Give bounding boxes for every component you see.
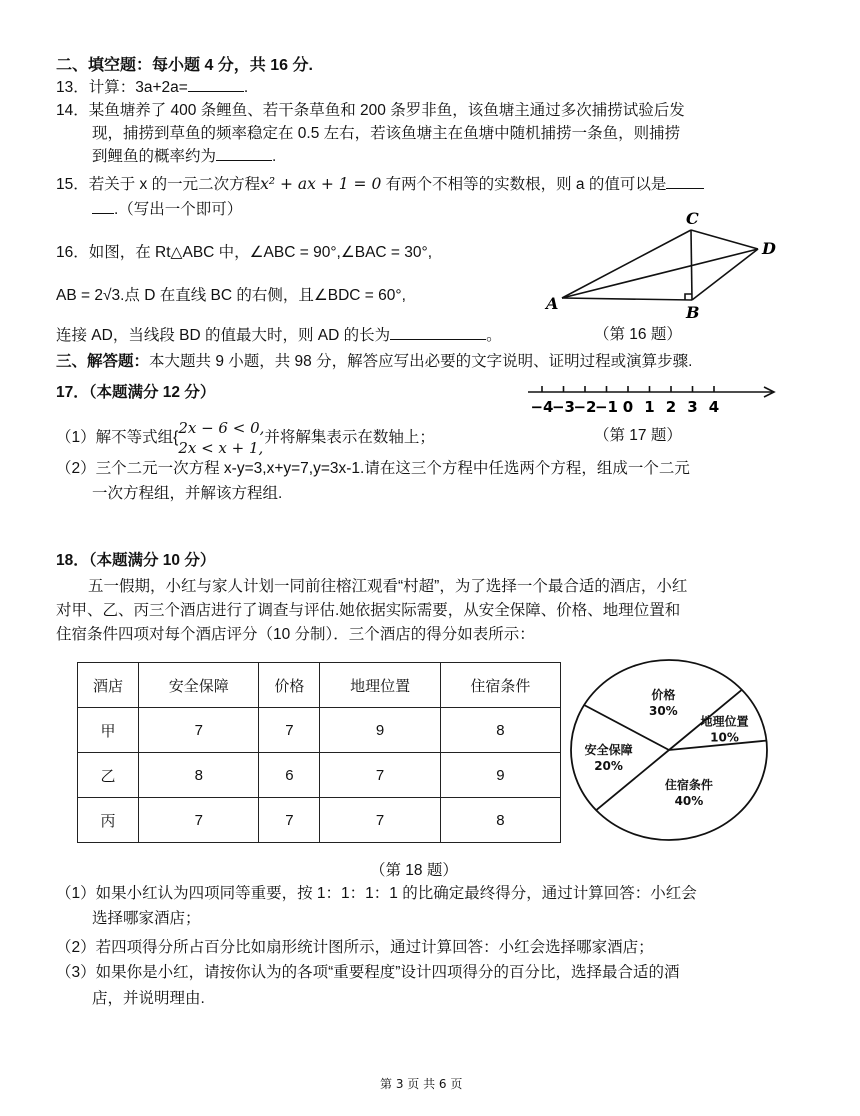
question-17-part2: （2）三个二元一次方程 x-y=3,x+y=7,y=3x-1.请在这三个方程中任选两个方程，组成一个二元: [56, 460, 690, 477]
table-cell: 9: [440, 753, 560, 798]
question-18-part1-line2: 选择哪家酒店；: [92, 910, 201, 927]
label-b: B: [686, 303, 700, 320]
number-line-label: −4: [530, 398, 554, 416]
pie-slice-percent: 40%: [674, 794, 704, 809]
question-18-para2: 对甲、乙、丙三个酒店进行了调查与评估.她依据实际需要，从安全保障、价格、地理位置和: [56, 602, 681, 619]
number-line-label: 1: [644, 398, 655, 416]
pie-slice-label: 安全保障: [584, 742, 633, 757]
answer-blank: [188, 75, 244, 92]
answer-blank: [92, 197, 114, 214]
table-row: [78, 753, 561, 798]
question-18-part3-line2: 店，并说明理由.: [92, 990, 205, 1007]
question-18-part3: （3）如果你是小红，请按你认为的各项“重要程度”设计四项得分的百分比，选择最合适的酒: [56, 964, 680, 981]
figure-16-caption: （第 16 题）: [594, 326, 682, 343]
table-cell: 7: [320, 798, 440, 843]
table-cell: 丙: [78, 798, 139, 843]
question-17-title: 17．（本题满分 12 分）: [56, 384, 216, 401]
question-18-part2: （2）若四项得分所占百分比如扇形统计图所示，通过计算回答：小红会选择哪家酒店；: [56, 939, 654, 956]
table-cell: 乙: [78, 753, 139, 798]
figure-17-caption: （第 17 题）: [594, 427, 682, 444]
question-18-part1: （1）如果小红认为四项同等重要，按 1：1：1：1 的比确定最终得分，通过计算回答：小红会: [56, 885, 697, 902]
table-cell: 9: [320, 708, 440, 753]
answer-blank: [216, 144, 272, 161]
label-d: D: [762, 239, 776, 258]
number-line-label: −1: [594, 398, 619, 416]
table-cell: 8: [440, 798, 560, 843]
question-18-title: 18．（本题满分 10 分）: [56, 552, 216, 569]
table-cell: 6: [259, 753, 320, 798]
triangle-figure: [540, 206, 790, 320]
number-line: [528, 384, 778, 420]
hotel-score-table: [77, 662, 561, 843]
table-cell: 7: [259, 798, 320, 843]
table-row: [78, 798, 561, 843]
table-header-cell: 安全保障: [139, 663, 259, 708]
question-13: 13．计算：3a+2a= .: [56, 75, 248, 97]
label-a: A: [546, 294, 559, 313]
table-cell: 7: [320, 753, 440, 798]
question-17-part2-line2: 一次方程组，并解该方程组.: [92, 485, 283, 502]
pie-slice-label: 住宿条件: [664, 778, 713, 793]
page-footer: 第 3 页 共 6 页: [380, 1077, 463, 1091]
table-header-cell: 地理位置: [320, 663, 440, 708]
question-14: 14．某鱼塘养了 400 条鲤鱼、若干条草鱼和 200 条罗非鱼，该鱼塘主通过多次捕捞试验后发: [56, 102, 685, 119]
pie-slice-label: 地理位置: [700, 714, 749, 729]
question-16-line2: AB = 2√3.点 D 在直线 BC 的右侧，且∠BDC = 60°,: [56, 287, 406, 304]
figure-18-caption: （第 18 题）: [370, 862, 458, 879]
number-line-label: 4: [708, 398, 720, 416]
question-15: 15．若关于 x 的一元二次方程x² + ax + 1 = 0 有两个不相等的实数根，则 a 的值可以是: [56, 172, 704, 194]
number-line-label: 3: [687, 398, 698, 416]
number-line-label: −2: [573, 398, 597, 416]
question-18-para3: 住宿条件四项对每个酒店评分（10 分制）．三个酒店的得分如表所示：: [56, 626, 535, 643]
table-cell: 7: [139, 798, 259, 843]
table-header-cell: 价格: [259, 663, 320, 708]
label-c: C: [686, 209, 699, 228]
number-line-label: 2: [665, 398, 677, 416]
table-row: [78, 708, 561, 753]
table-cell: 甲: [78, 708, 139, 753]
table-header-row: [78, 663, 561, 708]
number-line-label: −3: [551, 398, 576, 416]
question-14-line2: 现，捕捞到草鱼的频率稳定在 0.5 左右，若该鱼塘主在鱼塘中随机捕捞一条鱼，则捕捞: [92, 125, 681, 142]
pie-slice-percent: 20%: [594, 758, 623, 773]
pie-chart: [566, 656, 776, 848]
section3-heading: 三、解答题：本大题共 9 小题，共 98 分，解答应写出必要的文字说明、证明过程或演算步骤.: [56, 353, 693, 370]
pie-slice-label: 价格: [651, 687, 676, 702]
table-header-cell: 酒店: [78, 663, 139, 708]
question-16-line3: 连接 AD，当线段 BD 的值最大时，则 AD 的长为 。: [56, 323, 502, 345]
question-17-part1: （1）解不等式组{ 2x − 6 < 0, 2x < x + 1, 并将解集表示在数轴上；: [56, 419, 435, 457]
number-line-label: 0: [622, 398, 634, 416]
question-16: 16．如图，在 Rt△ABC 中，∠ABC = 90°,∠BAC = 30°,: [56, 244, 433, 261]
question-18-para1: 五一假期，小红与家人计划一同前往榕江观看“村超”，为了选择一个最合适的酒店，小红: [88, 578, 688, 595]
section2-heading: 二、填空题：每小题 4 分，共 16 分.: [56, 57, 313, 74]
table-header-cell: 住宿条件: [440, 663, 560, 708]
answer-blank: [666, 172, 704, 189]
table-cell: 8: [440, 708, 560, 753]
answer-blank: [390, 323, 486, 340]
question-14-line3: 到鲤鱼的概率约为 .: [92, 144, 276, 166]
table-cell: 7: [139, 708, 259, 753]
table-cell: 7: [259, 708, 320, 753]
pie-slice-percent: 30%: [648, 703, 678, 718]
table-cell: 8: [139, 753, 259, 798]
question-15-line2: .（写出一个即可）: [92, 197, 242, 219]
pie-slice-percent: 10%: [710, 730, 739, 745]
